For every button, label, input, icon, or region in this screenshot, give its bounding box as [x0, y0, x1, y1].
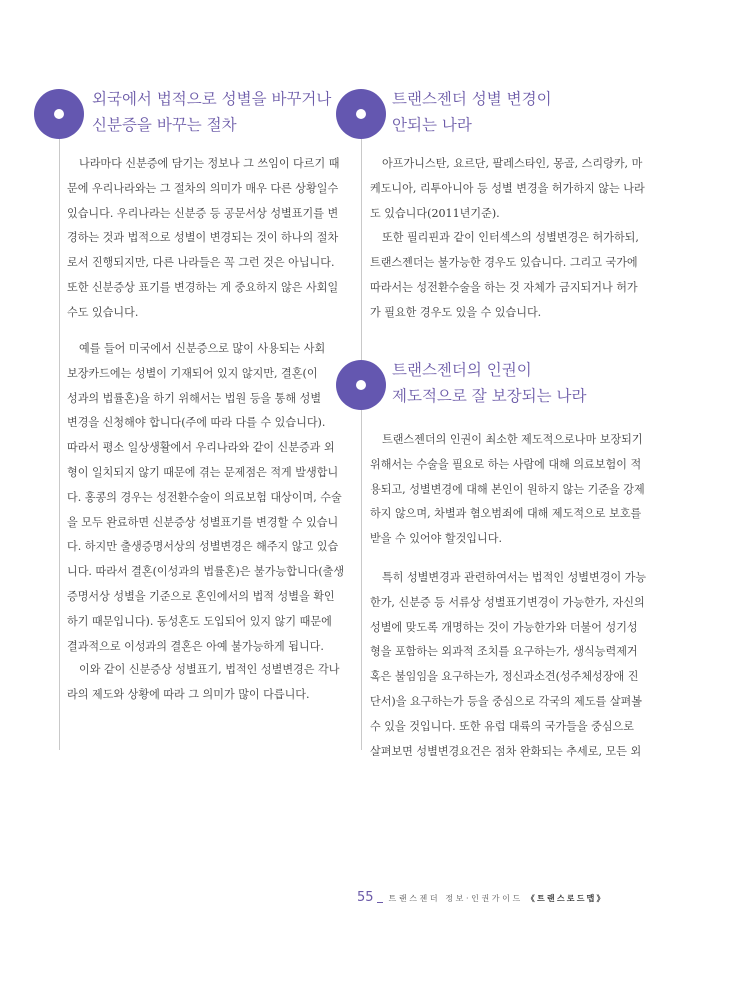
page-number: 55 — [357, 890, 374, 905]
left-heading-bullet — [34, 89, 84, 139]
left-paragraph-1: 나라마다 신분증에 담기는 정보나 그 쓰임이 다르기 때 문에 우리나라와는 그 절차의 의미가 매우 다른 상황일수 있습니다. 우리나라는 신분증 등 공문서상 성별표기를 변 경하는 것과 법적으로 성별이 변경되는 것이 하나의 절차 로서 진행되지만, 다른 나라들은 꼭 그런 것은 아닙니다. 또한 신분증상 표기를 변경하는 게 중요하지 않은 사회일 수도 있습니다. — [67, 157, 340, 319]
left-section-heading: 외국에서 법적으로 성별을 바꾸거나 신분증을 바꾸는 절차 — [92, 90, 332, 134]
left-column-rule — [59, 116, 60, 750]
left-paragraph-2: 예를 들어 미국에서 신분증으로 많이 사용되는 사회 보장카드에는 성별이 기재되어 있지 않지만, 결혼(이 성과의 법률혼)을 하기 위해서는 법원 등을 통해 성별 변경을 신청해야 합니다(주에 따라 다를 수 있습니다). 따라서 평소 일상생활에서 우리나라와 같이 신분증과 외 형이 일치되지 않기 때문에 겪는 문제점은 적게 발생합니 다. 홍콩의 경우는 성전환수술이 의료보험 대상이며, 수술 을 모두 완료하면 신분증상 성별표기를 변경할 수 있습니 다. 하지만 출생증명서상의 성별변경은 해주지 않고 있습 니다. 따라서 결혼(이성과의 법률혼)은 불가능합니다(출생 증명서상 성별을 기준으로 혼인에서의 법적 성별을 확인 하기 때문입니다). 동성혼도 도입되어 있지 않기 때문에 결과적으로 이성과의 결혼은 아예 불가능하게 됩니다. — [67, 342, 345, 653]
page-footer — [357, 890, 607, 905]
right-paragraph-2: 트랜스젠더의 인권이 최소한 제도적으로나마 보장되기 위해서는 수술을 필요로 하는 사람에 대해 의료보험이 적 용되고, 성별변경에 대해 본인이 원하지 않는 기준을 강제 하지 않으며, 차별과 혐오범죄에 대해 제도적으로 보호를 받을 수 있어야 할것입니다. — [370, 433, 645, 546]
right-paragraph-1: 아프가니스탄, 요르단, 팔레스타인, 몽골, 스리랑카, 마 케도니아, 리투아니아 등 성별 변경을 허가하지 않는 나라 도 있습니다(2011년기준). 또한 필리핀과 같이 인터섹스의 성별변경은 허가하되, 트랜스젠더는 불가능한 경우도 있습니다. 그리고 국가에 따라서는 성전환수술을 하는 것 자체가 금지되거나 허가 가 필요한 경우도 있을 수 있습니다. — [370, 157, 645, 319]
right-section-heading-2: 트랜스젠더의 인권이 제도적으로 잘 보장되는 나라 — [392, 361, 587, 405]
right-heading1-bullet — [336, 89, 386, 139]
footer-guide-title: 트랜스젠더 정보·인권가이드 — [388, 894, 523, 903]
right-paragraph-3: 특히 성별변경과 관련하여서는 법적인 성별변경이 가능 한가, 신분증 등 서류상 성별표기변경이 가능한가, 자신의 성별에 맞도록 개명하는 것이 가능한가와 더불어 성기성 형을 포함하는 외과적 조치를 요구하는가, 생식능력제거 혹은 불임임을 요구하는가, 정신과소견(성주체성장애 진 단서)을 요구하는가 등을 중심으로 각국의 제도를 살펴볼 수 있을 것입니다. 또한 유럽 대륙의 국가들을 중심으로 살펴보면 성별변경요건은 점차 완화되는 추세로, 모든 외 — [370, 571, 647, 758]
footer-book-title: 《트랜스로드맵》 — [526, 894, 607, 903]
footer-divider — [377, 902, 383, 903]
left-paragraph-3: 이와 같이 신분증상 성별표기, 법적인 성별변경은 각나 라의 제도와 상황에 따라 그 의미가 많이 다릅니다. — [67, 663, 340, 701]
right-column-rule — [361, 116, 362, 750]
right-section-heading-1: 트랜스젠더 성별 변경이 안되는 나라 — [392, 90, 552, 134]
